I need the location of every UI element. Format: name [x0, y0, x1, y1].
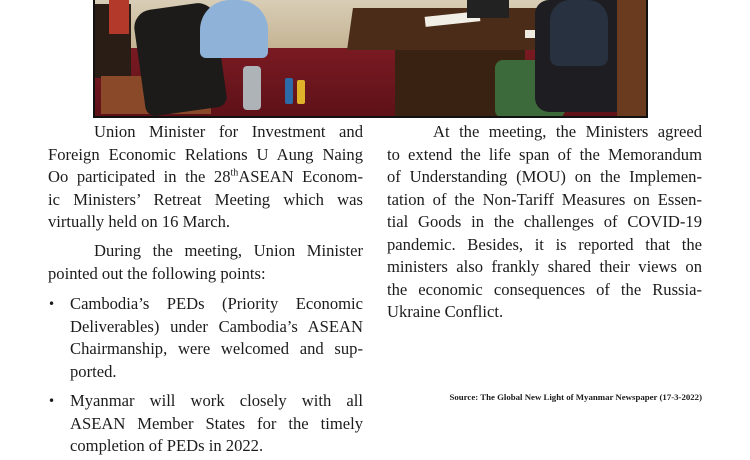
text-line: Ukraine Conflict. [387, 302, 504, 321]
text-line: pointed out the following points: [48, 263, 266, 283]
text-line: tation of the Non-Tariff Measures on Essen- [387, 189, 702, 209]
bullet-item [48, 293, 363, 383]
text-line: Chairmanship, were welcomed and sup- [70, 339, 363, 358]
text-line: pandemic. Besides, it is reported that the [387, 234, 702, 254]
text-line: to extend the life span of the Memorandum [387, 144, 702, 164]
text-line: tial Goods in the challenges of COVID-19 [387, 212, 702, 231]
text-line: During the meeting, Union Minister [94, 241, 363, 260]
meeting-photo [93, 0, 648, 118]
text-line: completion of PEDs in 2022. [70, 436, 264, 455]
text-line: Deliverables) under Cambodia’s ASEAN [70, 316, 363, 336]
text-line: ASEAN Member States for the timely [70, 413, 363, 433]
text-line: At the meeting, the Ministers agreed [433, 122, 702, 141]
text-line: the economic consequences of the Russia- [387, 279, 702, 299]
text-line: of Understanding (MOU) on the Implemen- [387, 167, 702, 186]
text-line: virtually held on 16 March. [48, 212, 231, 231]
text-line: Cambodia’s PEDs (Priority Economic [70, 294, 363, 313]
text-line: ministers also frankly shared their views on [387, 257, 702, 276]
right-paragraph [387, 121, 702, 324]
text-line: Union Minister for Investment and [94, 122, 363, 141]
bullet-item [48, 390, 363, 458]
text-line: ported. [70, 361, 117, 381]
source-citation: Source: The Global New Light of Myanmar Newspaper (17-3-2022) [449, 392, 702, 402]
left-paragraph-2 [48, 240, 363, 285]
text-line: Foreign Economic Relations U Aung Naing [48, 144, 363, 164]
ordinal-suffix: th [230, 167, 239, 179]
text-line: Myanmar will work closely with all [70, 391, 363, 410]
text-line: ic Ministers’ Retreat Meeting which was [48, 189, 363, 209]
bullet-icon: • [48, 394, 56, 408]
text-line: Oo participated in the 28thASEAN Econom- [48, 167, 363, 186]
left-paragraph-1 [48, 121, 363, 234]
bullet-icon: • [48, 297, 56, 311]
